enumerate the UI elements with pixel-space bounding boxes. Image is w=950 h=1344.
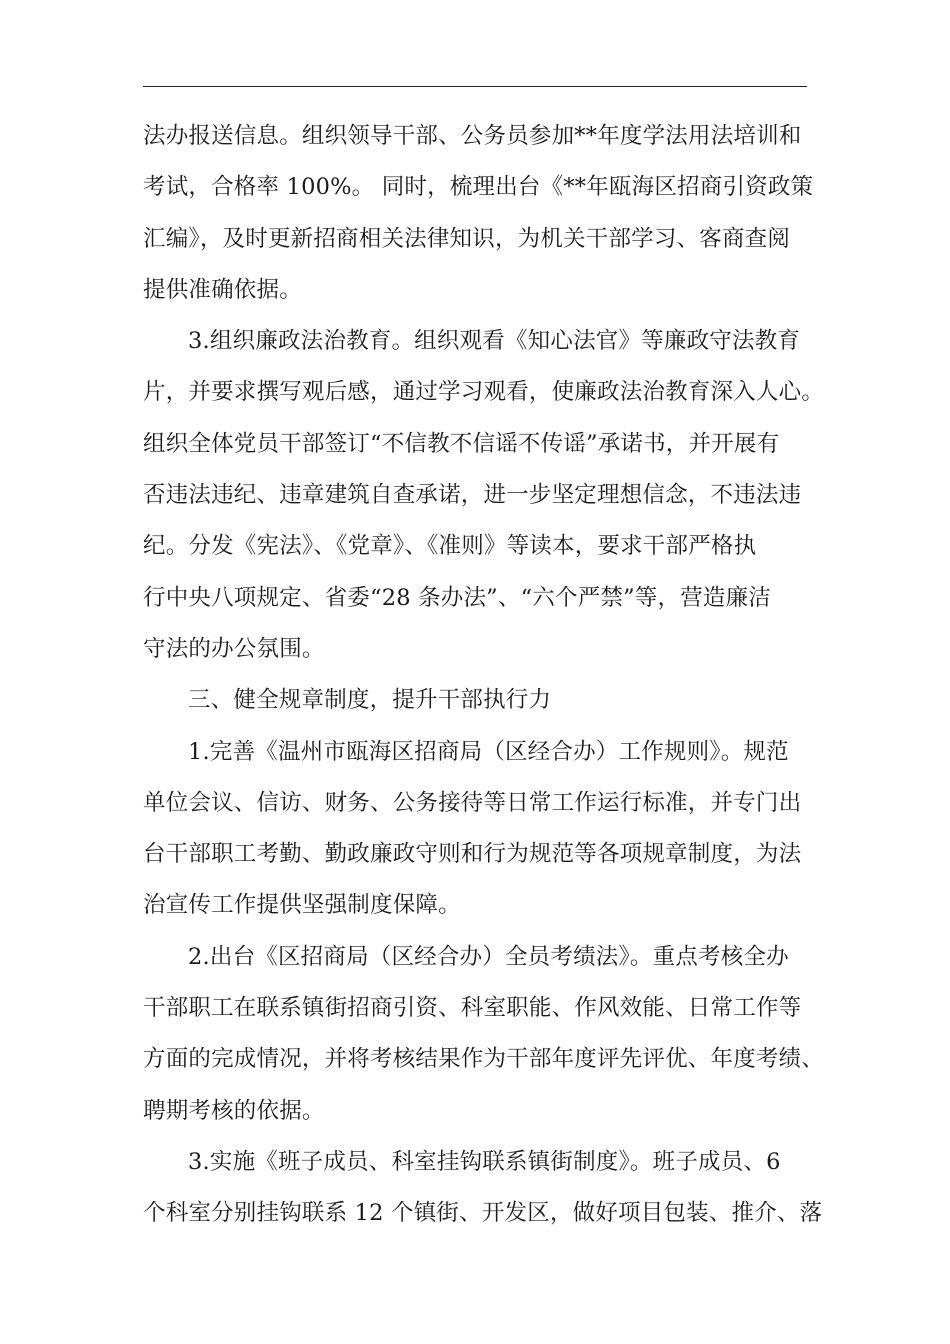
text-line: 1.完善《温州市瓯海区招商局（区经合办）工作规则》。规范 [188, 738, 789, 765]
text-line: 守法的办公氛围。 [143, 635, 325, 662]
document-body [143, 111, 825, 1240]
text-line: 3.组织廉政法治教育。组织观看《知心法官》等廉政守法教育 [188, 328, 801, 355]
text-line: 台干部职工考勤、勤政廉政守则和行为规范等各项规章制度，为法 [143, 841, 802, 868]
text-line: 提供准确依据。 [143, 276, 302, 303]
text-line: 干部职工在联系镇街招商引资、科室职能、作风效能、日常工作等 [143, 995, 802, 1022]
text-line: 考试，合格率 100%。 同时，梳理出台《**年瓯海区招商引资政策 [143, 174, 814, 201]
text-line: 汇编》，及时更新招商相关法律知识，为机关干部学习、客商查阅 [143, 225, 791, 252]
text-line: 个科室分别挂钩联系 12 个镇街、开发区，做好项目包装、推介、落 [143, 1200, 823, 1227]
text-line: 行中央八项规定、省委“28 条办法”、“六个严禁”等，营造廉洁 [143, 584, 771, 611]
text-line: 否违法违纪、违章建筑自查承诺，进一步坚定理想信念，不违法违 [143, 482, 802, 509]
text-line: 聘期考核的依据。 [143, 1097, 325, 1124]
text-line: 组织全体党员干部签订“不信教不信谣不传谣”承诺书，并开展有 [143, 430, 780, 457]
text-line: 纪。分发《宪法》、《党章》、《准则》等读本，要求干部严格执 [143, 533, 757, 560]
text-line: 法办报送信息。组织领导干部、公务员参加**年度学法用法培训和 [143, 123, 802, 149]
header-rule [143, 86, 807, 87]
text-line: 方面的完成情况，并将考核结果作为干部年度评先评优、年度考绩、 [143, 1046, 825, 1073]
text-line: 3.实施《班子成员、科室挂钩联系镇街制度》。班子成员、6 [188, 1148, 781, 1175]
text-line: 单位会议、信访、财务、公务接待等日常工作运行标准，并专门出 [143, 789, 802, 816]
text-line: 治宣传工作提供坚强制度保障。 [143, 892, 461, 919]
text-line: 三、健全规章制度，提升干部执行力 [188, 687, 552, 714]
text-line: 片，并要求撰写观后感，通过学习观看，使廉政法治教育深入人心。 [143, 379, 825, 406]
text-line: 2.出台《区招商局（区经合办）全员考绩法》。重点考核全办 [188, 943, 789, 970]
